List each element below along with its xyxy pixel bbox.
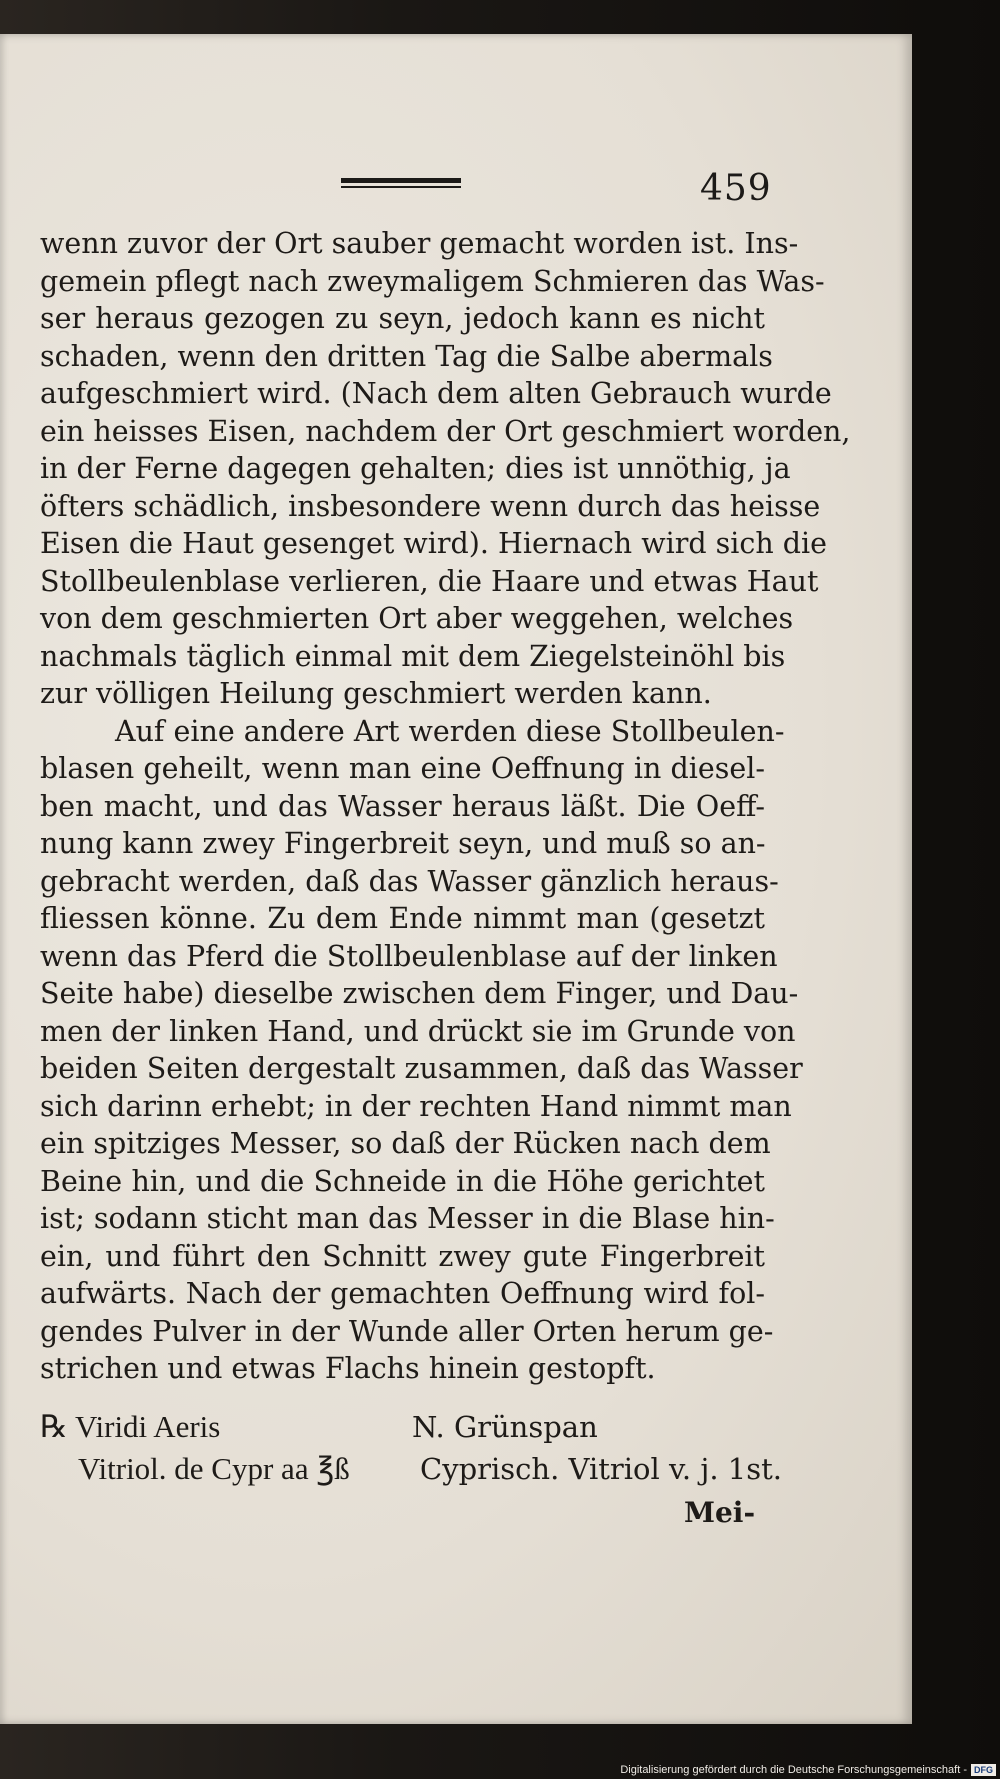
text-line: sich darinn erhebt; in der rechten Hand nimmt man — [40, 1089, 792, 1123]
recipe-block — [40, 1406, 780, 1490]
catchword: Mei- — [684, 1496, 756, 1529]
text-line: Auf eine andere Art werden diese Stollbeulen- — [115, 714, 785, 748]
text-line: schaden, wenn den dritten Tag die Salbe abermals — [40, 339, 773, 373]
text-line: Seite habe) dieselbe zwischen dem Finger, und Dau- — [40, 977, 799, 1010]
text-line: wenn zuvor der Ort sauber gemacht worden ist. Ins- — [40, 227, 799, 260]
text-line: ist; sodann sticht man das Messer in die Blase hin- — [40, 1202, 775, 1235]
text-line: fliessen könne. Zu dem Ende nimmt man (gesetzt — [40, 902, 765, 935]
recipe-row — [40, 1406, 780, 1448]
text-line: zur völligen Heilung geschmiert werden kann. — [40, 677, 712, 710]
text-line: Beine hin, und die Schneide in die Höhe gerichtet — [40, 1164, 765, 1198]
header-rule — [341, 178, 461, 190]
text-line: strichen und etwas Flachs hinein gestopft. — [40, 1352, 656, 1385]
digitization-credit — [604, 1763, 996, 1777]
text-line: in der Ferne dagegen gehalten; dies ist unnöthig, ja — [40, 452, 791, 485]
recipe-latin-ingredient: Vitriol. de Cypr aa ℥ß — [78, 1451, 350, 1486]
text-line: ben macht, und das Wasser heraus läßt. Die Oeff- — [40, 789, 765, 823]
text-line: ein spitziges Messer, so daß der Rücken nach dem — [40, 1127, 771, 1160]
recipe-german-ingredient: Cyprisch. Vitriol v. j. 1st. — [420, 1452, 782, 1486]
text-line: wenn das Pferd die Stollbeulenblase auf der linken — [40, 939, 778, 973]
text-line: Eisen die Haut gesenget wird). Hiernach wird sich die — [40, 527, 827, 560]
text-line: aufgeschmiert wird. (Nach dem alten Gebrauch wurde — [40, 377, 832, 410]
text-line: Stollbeulenblase verlieren, die Haare und etwas Haut — [40, 564, 819, 598]
text-line: ser heraus gezogen zu seyn, jedoch kann es nicht — [40, 302, 765, 335]
text-line: öfters schädlich, insbesondere wenn durch das heisse — [40, 489, 821, 523]
credit-text: Digitalisierung gefördert durch die Deutsche Forschungsgemeinschaft - — [620, 1764, 967, 1776]
text-line: aufwärts. Nach der gemachten Oeffnung wird fol- — [40, 1277, 765, 1310]
text-line: ein, und führt den Schnitt zwey gute Fingerbreit — [40, 1239, 765, 1273]
text-line: gebracht werden, daß das Wasser gänzlich heraus- — [40, 864, 779, 898]
text-line: blasen geheilt, wenn man eine Oeffnung in diesel- — [40, 752, 765, 785]
dfg-logo: DFG — [971, 1764, 996, 1776]
page-body-text — [40, 225, 851, 1388]
recipe-german-ingredient: N. Grünspan — [412, 1410, 598, 1444]
recipe-row — [40, 1448, 780, 1490]
text-line: beiden Seiten dergestalt zusammen, daß das Wasser — [40, 1052, 803, 1085]
text-line: ein heisses Eisen, nachdem der Ort geschmiert worden, — [40, 414, 851, 448]
text-line: von dem geschmierten Ort aber weggehen, welches — [40, 602, 794, 635]
recipe-latin-ingredient: ℞ Viridi Aeris — [40, 1409, 221, 1444]
text-line: nung kann zwey Fingerbreit seyn, und muß so an- — [40, 827, 766, 860]
text-line: gendes Pulver in der Wunde aller Orten herum ge- — [40, 1314, 774, 1348]
page-number: 459 — [700, 168, 772, 209]
text-line: men der linken Hand, und drückt sie im Grunde von — [40, 1014, 796, 1048]
text-line: nachmals täglich einmal mit dem Ziegelsteinöhl bis — [40, 639, 786, 673]
text-line: gemein pflegt nach zweymaligem Schmieren das Was- — [40, 264, 825, 298]
